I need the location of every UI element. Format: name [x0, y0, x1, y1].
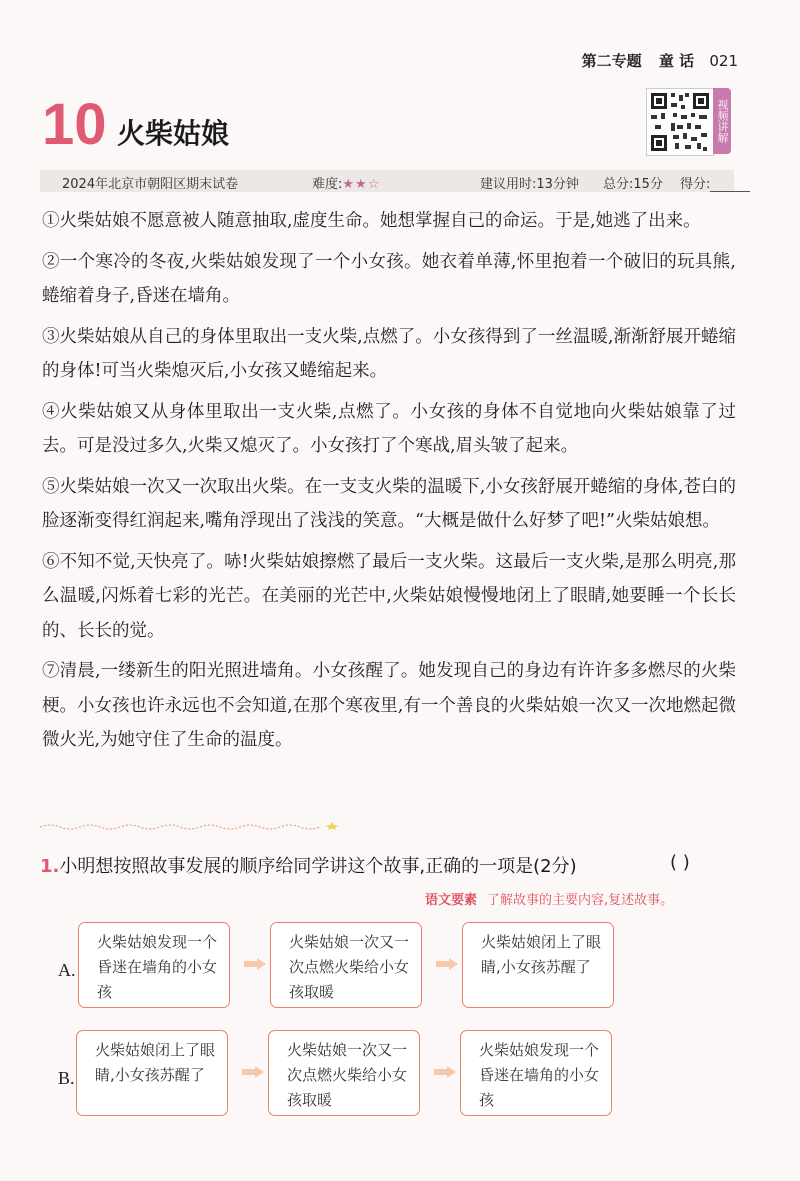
qr-code-icon[interactable] — [646, 88, 714, 156]
paragraph: ⑦清晨,一缕新生的阳光照进墙角。小女孩醒了。她发现自己的身边有许许多多燃尽的火柴梗。小女孩也许永远也不会知道,在那个寒夜里,有一个善良的火柴姑娘一次又一次地燃起微微火光,为她守住了生命的温度。 — [42, 661, 736, 750]
option-a-label[interactable]: A. — [58, 960, 76, 980]
decorative-divider — [40, 822, 340, 830]
arrow-right-icon — [242, 1066, 264, 1078]
total-score: 总分:15分 — [603, 177, 663, 192]
topic-label: 童 话 — [658, 52, 695, 70]
article-text — [42, 204, 736, 764]
option-b-step-3: 火柴姑娘发现一个昏迷在墙角的小女孩 — [460, 1030, 612, 1116]
arrow-right-icon — [436, 958, 458, 970]
paragraph: ②一个寒冷的冬夜,火柴姑娘发现了一个小女孩。她衣着单薄,怀里抱着一个破旧的玩具熊,蜷缩着身子,昏迷在墙角。 — [42, 251, 736, 306]
answer-blank[interactable]: ( ) — [670, 852, 690, 873]
lesson-title: 火柴姑娘 — [117, 117, 230, 150]
arrow-right-icon — [244, 958, 266, 970]
language-element-tag — [425, 889, 673, 908]
question-1 — [40, 852, 577, 878]
score-blank[interactable] — [710, 179, 750, 192]
difficulty: 难度:★★☆ — [312, 177, 381, 192]
paragraph: ①火柴姑娘不愿意被人随意抽取,虚度生命。她想掌握自己的命运。于是,她逃了出来。 — [42, 211, 701, 231]
suggested-time: 建议用时:13分钟 — [480, 177, 579, 192]
paragraph: ④火柴姑娘又从身体里取出一支火柴,点燃了。小女孩的身体不自觉地向火柴姑娘靠了过去。可是没过多久,火柴又熄灭了。小女孩打了个寒战,眉头皱了起来。 — [42, 401, 736, 456]
option-a-step-3: 火柴姑娘闭上了眼睛,小女孩苏醒了 — [462, 922, 614, 1008]
question-number: 1. — [40, 856, 60, 877]
paragraph: ③火柴姑娘从自己的身体里取出一支火柴,点燃了。小女孩得到了一丝温暖,渐渐舒展开蜷缩的身体!可当火柴熄灭后,小女孩又蜷缩起来。 — [42, 326, 736, 381]
page-header — [582, 50, 738, 71]
star-icon — [326, 822, 338, 830]
paragraph: ⑤火柴姑娘一次又一次取出火柴。在一支支火柴的温暖下,小女孩舒展开蜷缩的身体,苍白的脸逐渐变得红润起来,嘴角浮现出了浅浅的笑意。“大概是做什么好梦了吧!”火柴姑娘想。 — [42, 476, 736, 531]
difficulty-stars: ★★☆ — [342, 177, 381, 192]
option-b-label[interactable]: B. — [58, 1068, 75, 1088]
option-b-step-2: 火柴姑娘一次又一次点燃火柴给小女孩取暖 — [268, 1030, 420, 1116]
option-b-step-1: 火柴姑娘闭上了眼睛,小女孩苏醒了 — [76, 1030, 228, 1116]
option-a-step-2: 火柴姑娘一次又一次点燃火柴给小女孩取暖 — [270, 922, 422, 1008]
page-number: 021 — [709, 52, 738, 70]
tag-label: 语文要素 — [425, 893, 478, 908]
score-field: 得分: — [680, 173, 750, 192]
info-bar — [40, 170, 734, 192]
section-label: 第二专题 — [581, 52, 642, 70]
exam-source: 2024年北京市朝阳区期末试卷 — [62, 177, 239, 192]
paragraph: ⑥不知不觉,天快亮了。哧!火柴姑娘擦燃了最后一支火柴。这最后一支火柴,是那么明亮,那么温暖,闪烁着七彩的光芒。在美丽的光芒中,火柴姑娘慢慢地闭上了眼睛,她要睡一个长长的、长长的觉。 — [42, 551, 736, 641]
lesson-number: 10 — [42, 92, 107, 157]
video-explain-tab[interactable]: 视频讲解 — [713, 88, 731, 154]
option-a-step-1: 火柴姑娘发现一个昏迷在墙角的小女孩 — [78, 922, 230, 1008]
arrow-right-icon — [434, 1066, 456, 1078]
tag-text: 了解故事的主要内容,复述故事。 — [487, 893, 674, 908]
question-text: 小明想按照故事发展的顺序给同学讲这个故事,正确的一项是(2分) — [59, 856, 577, 877]
